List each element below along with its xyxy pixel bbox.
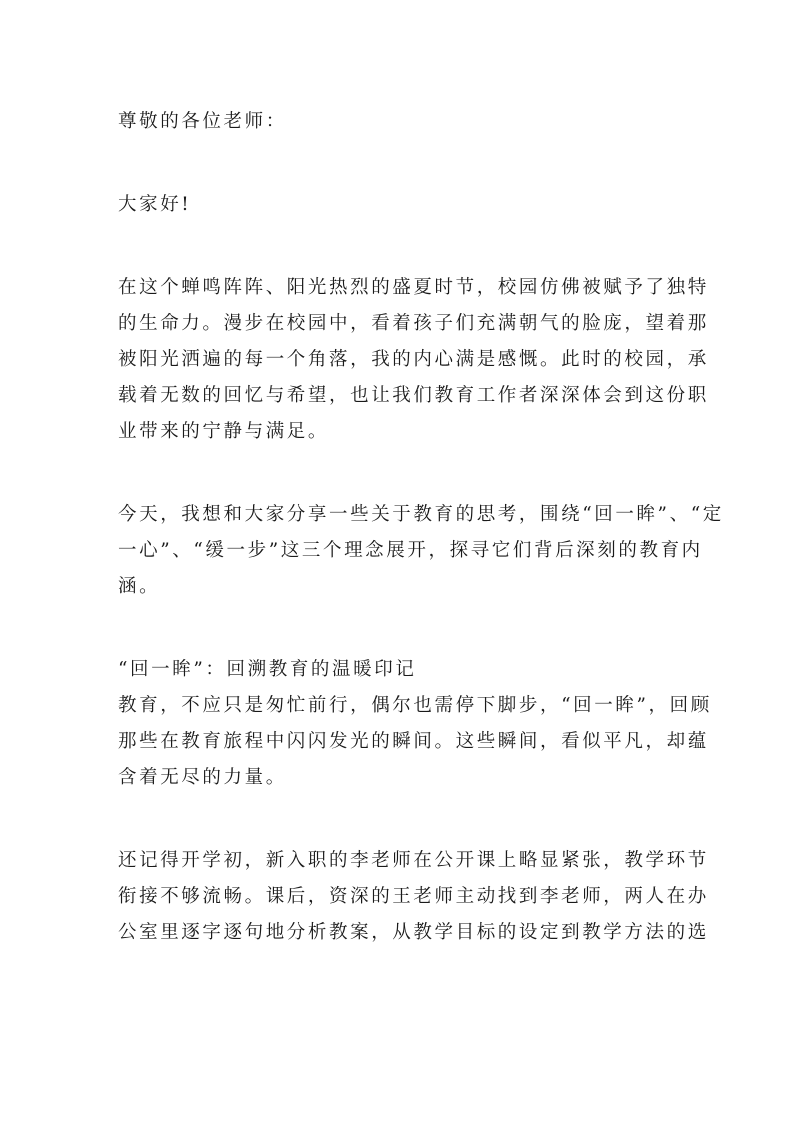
- paragraph-line: 公室里逐字逐句地分析教案，从教学目标的设定到教学方法的选: [118, 922, 709, 943]
- paragraph-reflection: [118, 688, 712, 796]
- document-page: [118, 104, 724, 951]
- paragraph-line: 含着无尽的力量。: [118, 767, 287, 788]
- paragraph-line: 一心”、“缓一步”这三个理念展开，探寻它们背后深刻的教育内: [118, 540, 703, 561]
- paragraph-line: 的生命力。漫步在校园中，看着孩子们充满朝气的脸庞，望着那: [118, 313, 709, 334]
- paragraph-line: 那些在教育旅程中闪闪发光的瞬间。这些瞬间，看似平凡，却蕴: [118, 731, 709, 752]
- paragraph-line: 涵。: [118, 576, 161, 597]
- paragraph-line: 还记得开学初，新入职的李老师在公开课上略显紧张，教学环节: [118, 850, 709, 871]
- spacer: [118, 796, 678, 843]
- paragraph-line: 教育，不应只是匆忙前行，偶尔也需停下脚步，“回一眸”，回顾: [118, 695, 712, 716]
- spacer: [118, 140, 678, 187]
- salutation: 尊敬的各位老师：: [118, 111, 287, 132]
- paragraph-intro: [118, 270, 709, 450]
- spacer: [118, 605, 678, 652]
- greeting: 大家好!: [118, 194, 192, 215]
- paragraph-line: 载着无数的回忆与希望，也让我们教育工作者深深体会到这份职: [118, 385, 709, 406]
- paragraph-line: 被阳光洒遍的每一个角落，我的内心满是感慨。此时的校园，承: [118, 349, 709, 370]
- paragraph-themes: [118, 497, 724, 605]
- paragraph-line: 衔接不够流畅。课后，资深的王老师主动找到李老师，两人在办: [118, 886, 709, 907]
- paragraph-story: [118, 843, 709, 951]
- paragraph-line: 今天，我想和大家分享一些关于教育的思考，围绕“回一眸”、“定: [118, 504, 724, 525]
- spacer: [118, 223, 678, 270]
- paragraph-line: 业带来的宁静与满足。: [118, 421, 330, 442]
- spacer: [118, 450, 678, 497]
- paragraph-line: 在这个蝉鸣阵阵、阳光热烈的盛夏时节，校园仿佛被赋予了独特: [118, 277, 709, 298]
- section-heading: “回一眸”：回溯教育的温暖印记: [118, 659, 417, 680]
